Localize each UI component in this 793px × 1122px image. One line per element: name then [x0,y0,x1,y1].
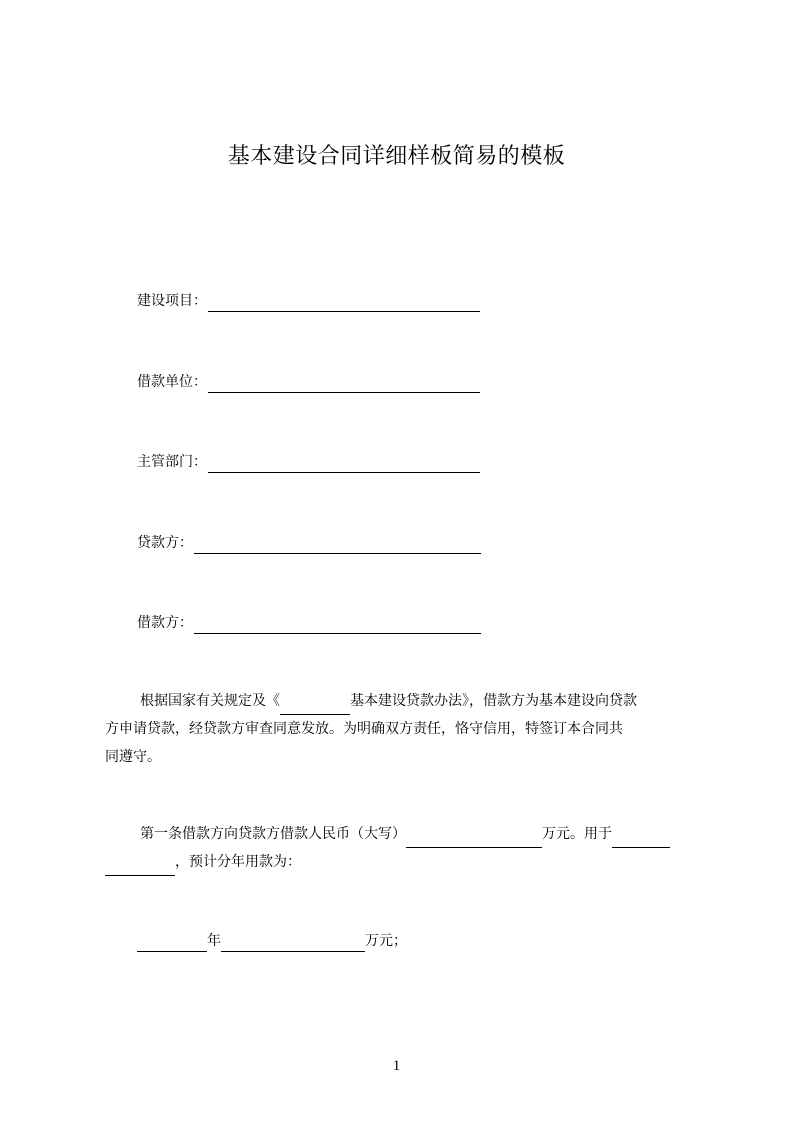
field-borrowing-unit [137,371,480,393]
field-label: 借款方： [137,615,193,631]
intro-line-1: 根据国家有关规定及《 基本建设贷款办法》，借款方为基本建设向贷款 [105,687,705,715]
field-construction-project [137,290,480,312]
field-label: 借款单位： [137,374,207,390]
schedule-row [137,930,407,952]
field-label: 建设项目： [137,293,207,309]
article-1-line-1: 第一条借款方向贷款方借款人民币（大写） 万元。用于 [105,820,705,848]
fill-blank [221,935,365,952]
fill-blank [105,859,175,876]
field-supervising-department [137,451,480,473]
intro-paragraph [105,687,705,771]
fill-blank [194,537,481,554]
article-1-line-2: ，预计分年用款为： [105,848,705,876]
page-number: 1 [392,1058,401,1074]
fill-blank [208,456,480,473]
field-label: 主管部门： [137,454,207,470]
fill-blank [194,617,481,634]
year-label: 年 [207,933,221,949]
fill-blank [137,935,207,952]
field-lender [137,532,481,554]
document-title: 基本建设合同详细样板简易的模板 [227,144,566,169]
intro-line-2: 方申请贷款，经贷款方审查同意发放。为明确双方责任，恪守信用，特签订本合同共 [105,721,623,737]
fill-blank [280,698,350,715]
field-label: 贷款方： [137,535,193,551]
article-1 [105,820,705,876]
field-borrower [137,612,481,634]
intro-line-3: 同遵守。 [105,749,161,765]
fill-blank [612,831,670,848]
fill-blank [406,831,542,848]
fill-blank [208,295,480,312]
amount-label: 万元； [365,933,407,949]
fill-blank [208,376,480,393]
